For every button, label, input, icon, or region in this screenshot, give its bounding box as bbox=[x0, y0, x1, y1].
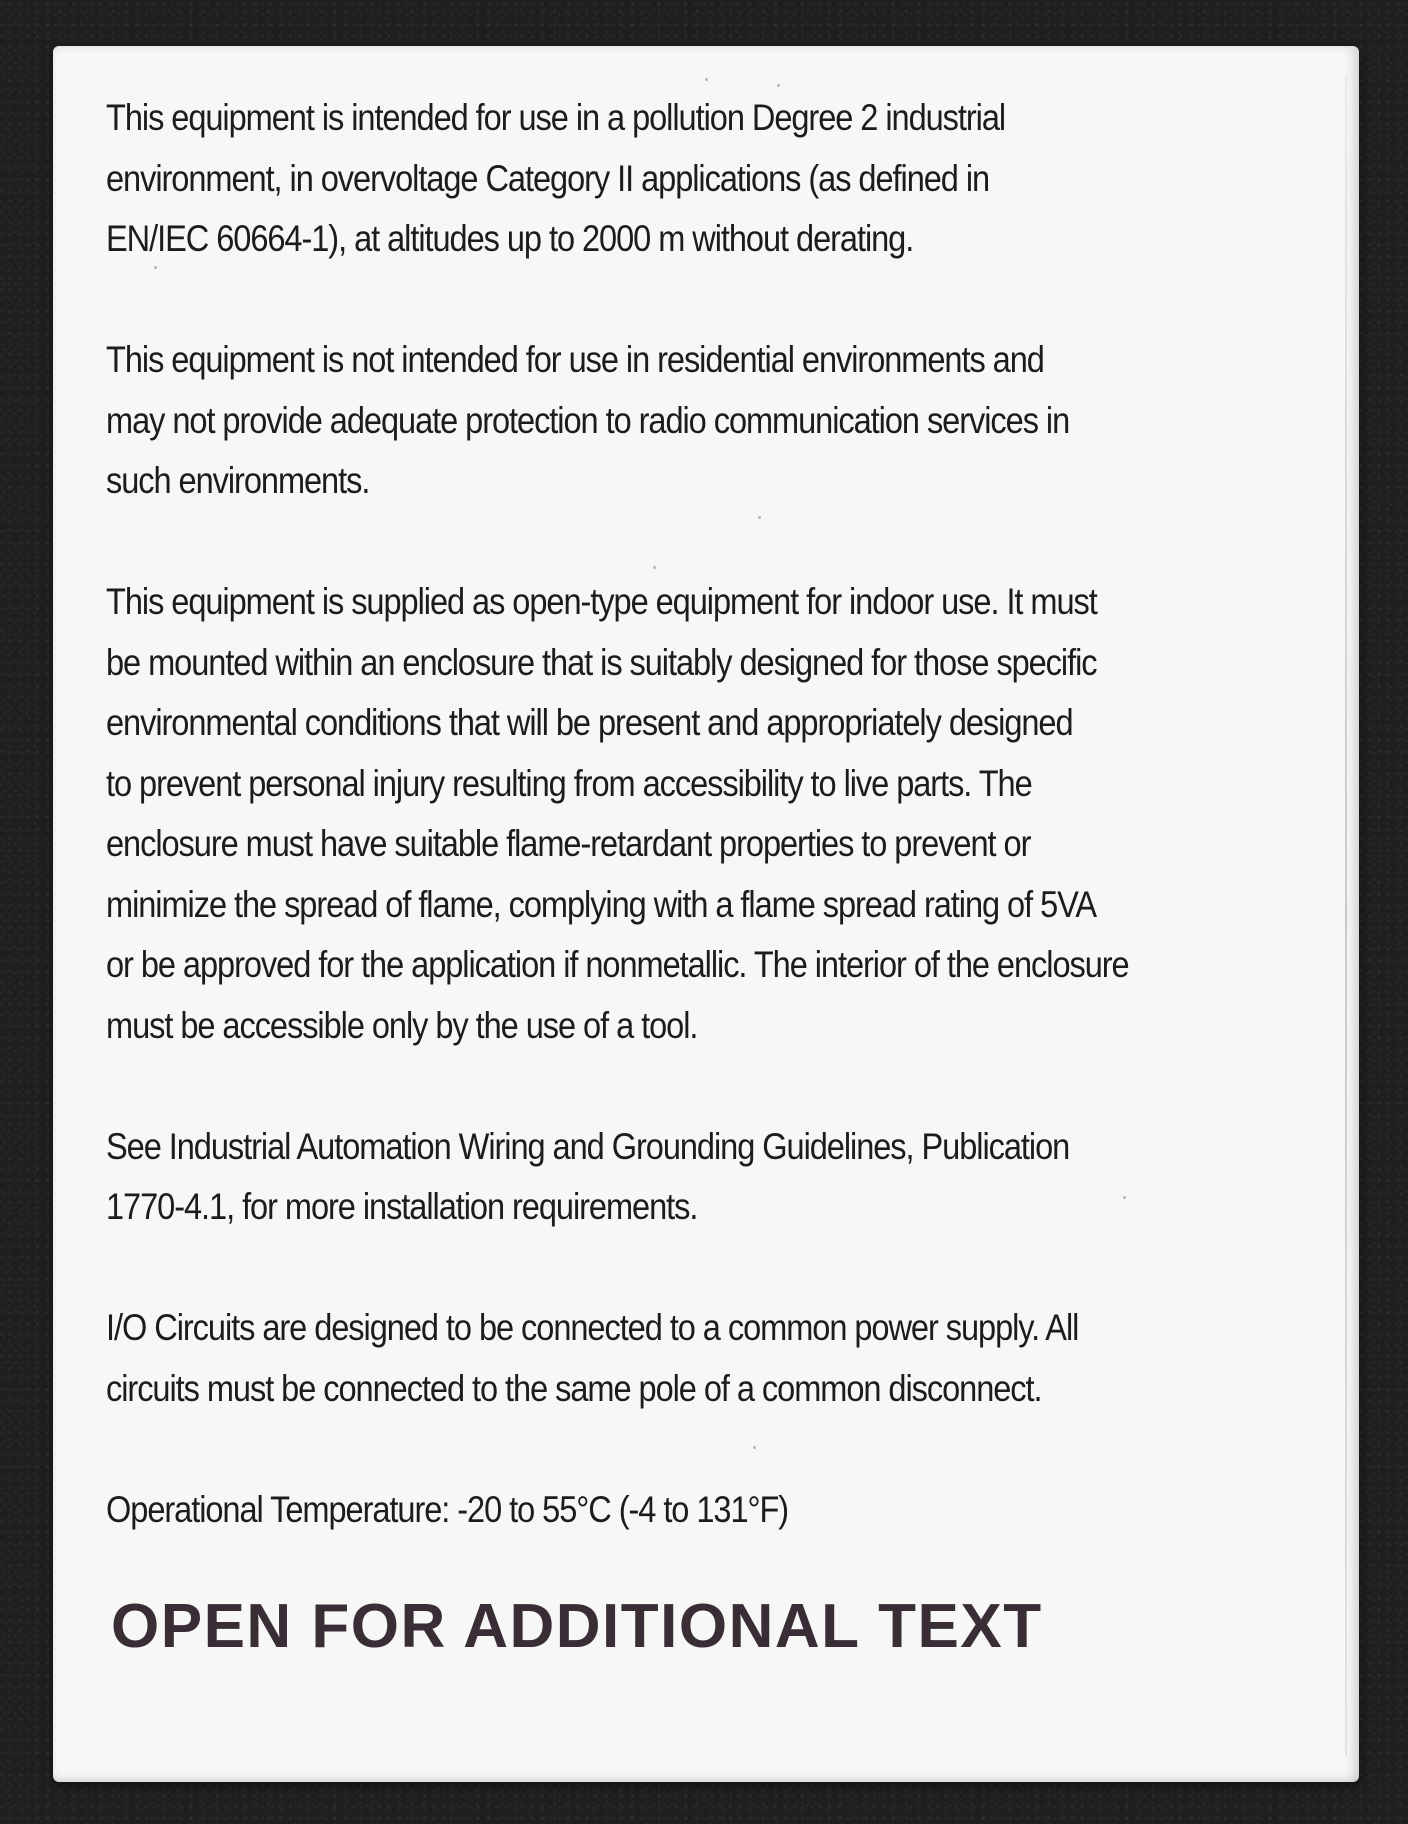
pollution-degree-paragraph: This equipment is intended for use in a pollution Degree 2 industrial environment, in overvoltage Category II applications (as defined in EN/IEC 60664-1), at altitudes up to 2000 m without derating. bbox=[106, 97, 1006, 259]
print-speck bbox=[753, 1446, 756, 1449]
print-speck bbox=[1123, 1196, 1126, 1199]
card-fold-edge bbox=[1345, 76, 1347, 1756]
print-speck bbox=[758, 516, 761, 519]
label-text-block bbox=[106, 88, 1197, 1540]
enclosure-paragraph: This equipment is supplied as open-type equipment for indoor use. It must be mounted within an enclosure that is suitably designed for those specific environmental conditions that will be present and appropriately designed to prevent personal injury resulting from accessibility to live parts. The enclosure must have suitable flame-retardant properties to prevent or minimize the spread of flame, complying with a flame spread rating of 5VA or be approved for the application if nonmetallic. The interior of the enclosure must be accessible only by the use of a tool. bbox=[106, 581, 1129, 1046]
open-for-additional-text-heading: OPEN FOR ADDITIONAL TEXT bbox=[111, 1592, 1043, 1661]
wiring-guidelines-paragraph: See Industrial Automation Wiring and Grounding Guidelines, Publication 1770-4.1, for more installation requirements. bbox=[106, 1125, 1070, 1227]
print-speck bbox=[154, 266, 157, 269]
operational-temperature: Operational Temperature: -20 to 55°C (-4 to 131°F) bbox=[106, 1488, 789, 1530]
printed-label-card bbox=[53, 46, 1359, 1782]
print-speck bbox=[653, 566, 656, 569]
residential-use-paragraph: This equipment is not intended for use in residential environments and may not provide adequate protection to radio communication services in such environments. bbox=[106, 339, 1070, 501]
print-speck bbox=[705, 78, 708, 81]
print-speck bbox=[777, 84, 780, 87]
io-circuits-paragraph: I/O Circuits are designed to be connected to a common power supply. All circuits must be connected to the same pole of a common disconnect. bbox=[106, 1307, 1079, 1409]
